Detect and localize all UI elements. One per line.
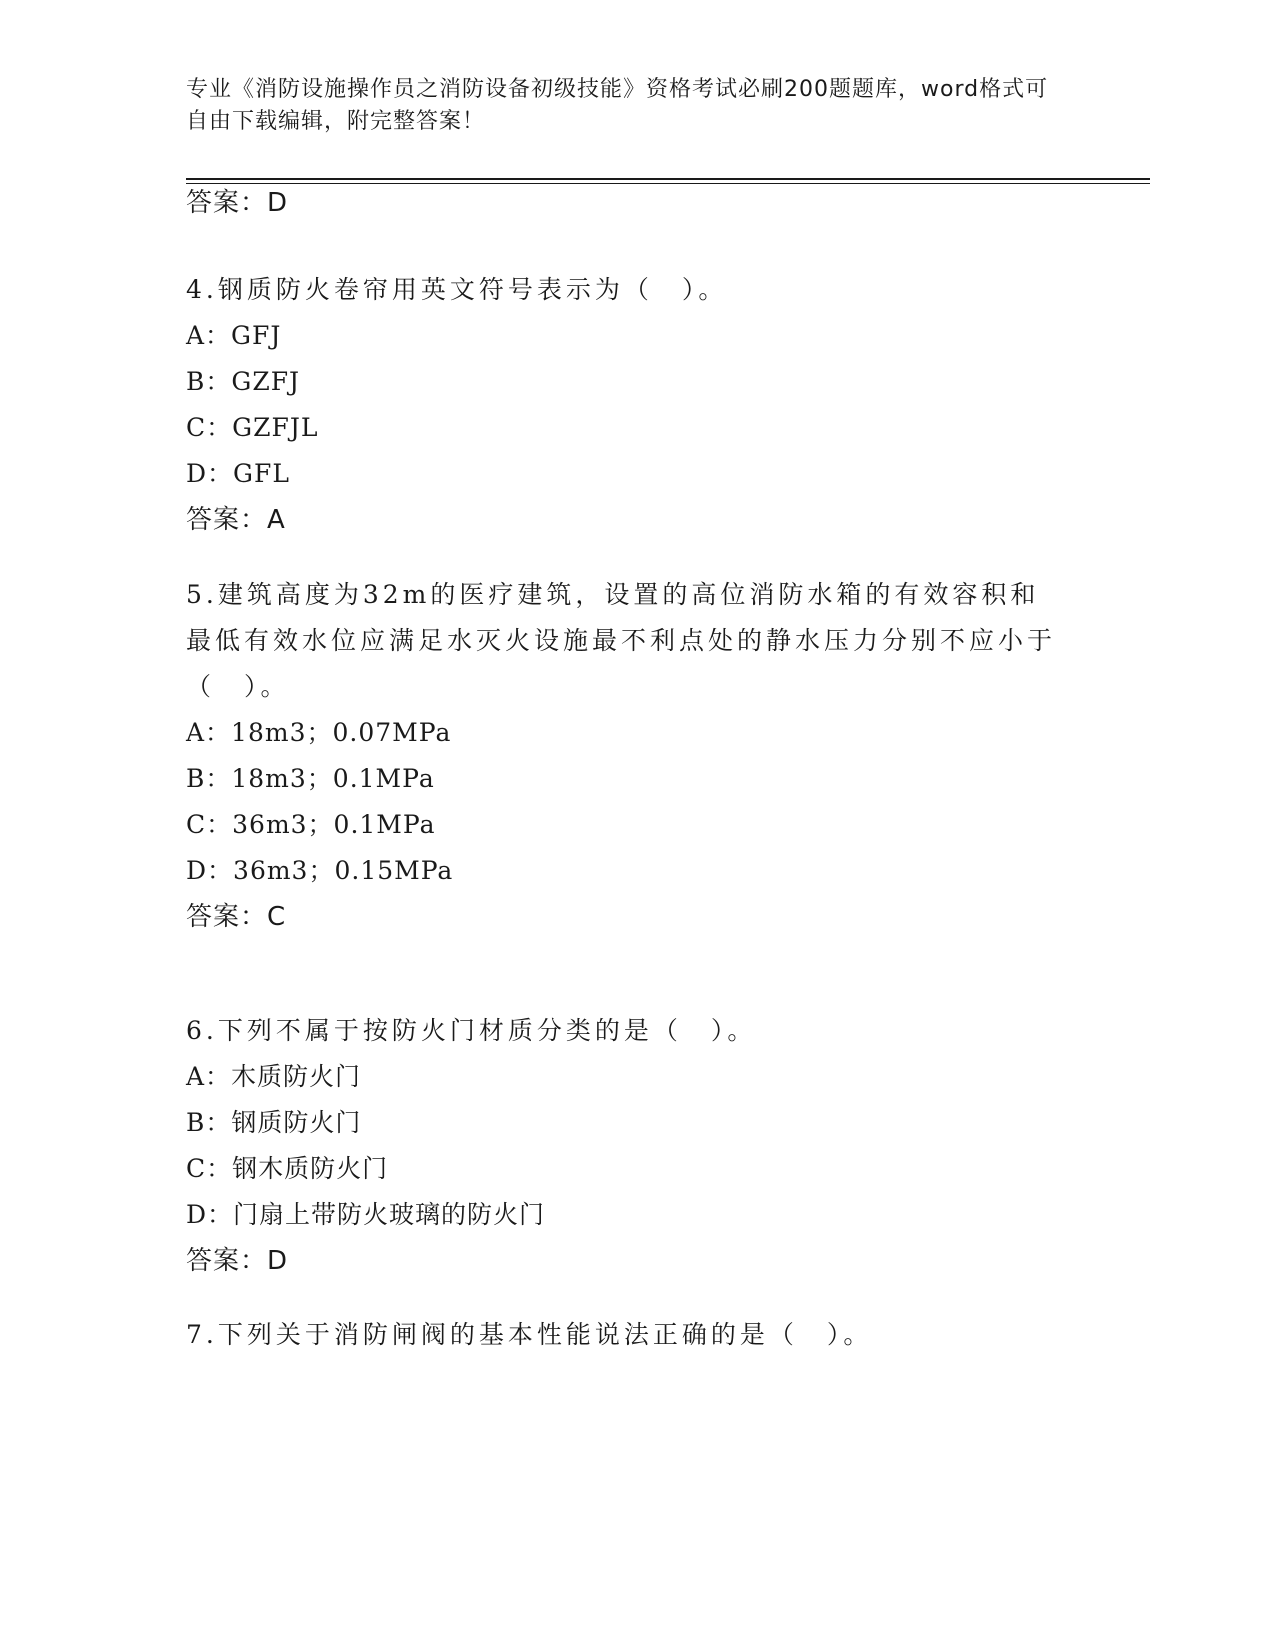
option-b: B：GZFJ	[186, 367, 301, 396]
option-d: D：GFL	[186, 459, 290, 488]
question-stem: 5.建筑高度为32m的医疗建筑，设置的高位消防水箱的有效容积和最低有效水位应满足水灭火设施最不利点处的静水压力分别不应小于（ ）。	[186, 580, 1057, 701]
page-header: 专业《消防设施操作员之消防设备初级技能》资格考试必刷200题题库，word格式可自由下载编辑，附完整答案！	[186, 77, 1049, 134]
answer-label: 答案：D	[186, 188, 289, 218]
question-stem: 4.钢质防火卷帘用英文符号表示为（ ）。	[186, 275, 728, 304]
question-7	[186, 1312, 1066, 1358]
option-a: A：木质防火门	[186, 1062, 362, 1091]
option-b: B：18m3；0.1MPa	[186, 764, 435, 793]
previous-answer-block	[186, 180, 1066, 226]
question-stem: 7.下列关于消防闸阀的基本性能说法正确的是（ ）。	[186, 1320, 873, 1349]
option-c: C：36m3；0.1MPa	[186, 810, 436, 839]
answer-label: 答案：D	[186, 1246, 289, 1276]
option-c: C：钢木质防火门	[186, 1154, 389, 1183]
question-5	[186, 572, 1066, 940]
option-d: D：36m3；0.15MPa	[186, 856, 454, 885]
option-a: A：GFJ	[186, 321, 282, 350]
option-b: B：钢质防火门	[186, 1108, 362, 1137]
question-stem: 6.下列不属于按防火门材质分类的是（ ）。	[186, 1016, 757, 1045]
question-6	[186, 1008, 1066, 1284]
option-a: A：18m3；0.07MPa	[186, 718, 452, 747]
answer-label: 答案：A	[186, 505, 286, 535]
question-4	[186, 267, 1066, 543]
answer-label: 答案：C	[186, 902, 287, 932]
option-d: D：门扇上带防火玻璃的防火门	[186, 1200, 546, 1229]
option-c: C：GZFJL	[186, 413, 319, 442]
